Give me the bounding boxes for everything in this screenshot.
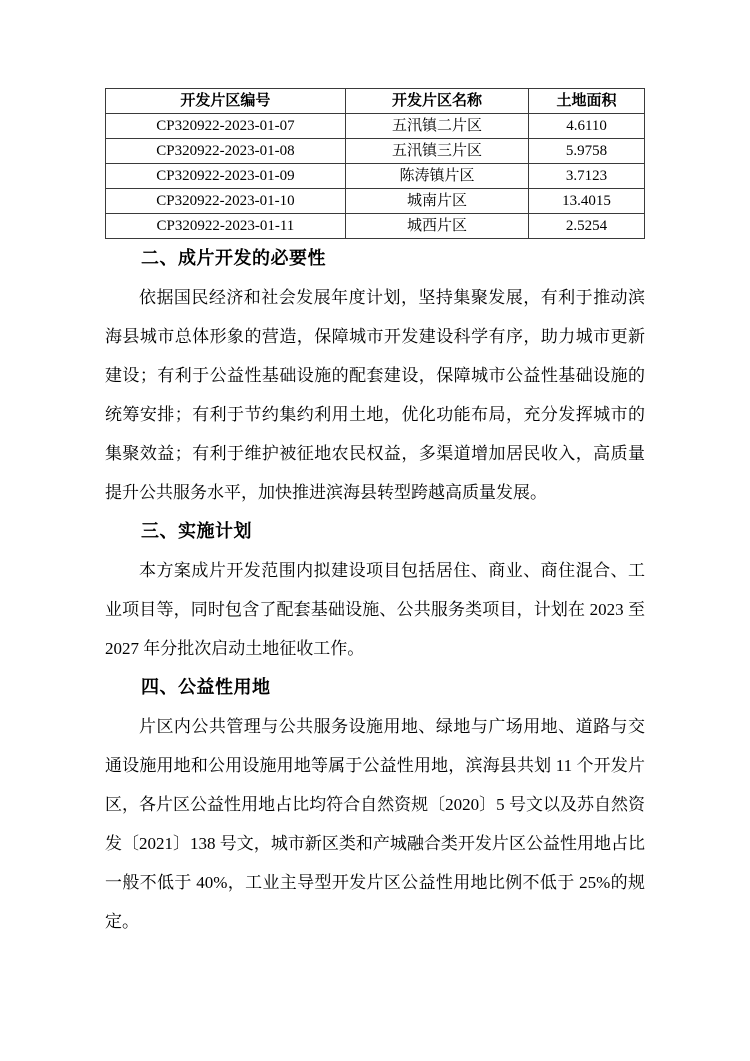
table-cell-area: 13.4015 [529, 189, 645, 214]
land-area-table [105, 88, 645, 239]
section-paragraph: 依据国民经济和社会发展年度计划，坚持集聚发展，有利于推动滨海县城市总体形象的营造，保障城市开发建设科学有序，助力城市更新建设；有利于公益性基础设施的配套建设，保障城市公益性基础设施的统筹安排；有利于节约集约利用土地，优化功能布局，充分发挥城市的集聚效益；有利于维护被征地农民权益，多渠道增加居民收入，高质量提升公共服务水平，加快推进滨海县转型跨越高质量发展。 [105, 288, 645, 502]
table-cell-area: 3.7123 [529, 164, 645, 189]
table-row [106, 164, 645, 189]
table-cell-name: 陈涛镇片区 [345, 164, 528, 189]
section-necessity [105, 239, 645, 512]
section-heading-implementation-plan: 三、实施计划 [141, 521, 252, 541]
table-row [106, 189, 645, 214]
table-row [106, 214, 645, 239]
table-cell-code: CP320922-2023-01-11 [106, 214, 346, 239]
section-implementation-plan [105, 512, 645, 668]
table-header-cell-code: 开发片区编号 [106, 89, 346, 114]
table-cell-code: CP320922-2023-01-07 [106, 114, 346, 139]
table-cell-name: 五汛镇三片区 [345, 139, 528, 164]
table-cell-name: 城南片区 [345, 189, 528, 214]
table-cell-name: 城西片区 [345, 214, 528, 239]
section-heading-necessity: 二、成片开发的必要性 [141, 248, 326, 268]
table-cell-code: CP320922-2023-01-08 [106, 139, 346, 164]
table-row [106, 139, 645, 164]
table-cell-area: 2.5254 [529, 214, 645, 239]
section-paragraph: 片区内公共管理与公共服务设施用地、绿地与广场用地、道路与交通设施用地和公用设施用地等属于公益性用地，滨海县共划 11 个开发片区，各片区公益性用地占比均符合自然资规〔2020〕5 号文以及苏自然资发〔2021〕138 号文，城市新区类和产城融合类开发片区公益性用地占比一般不低于 40%，工业主导型开发片区公益性用地比例不低于 25%的规定。 [105, 717, 645, 931]
section-heading-public-welfare-land: 四、公益性用地 [141, 677, 271, 697]
table-cell-area: 5.9758 [529, 139, 645, 164]
section-paragraph: 本方案成片开发范围内拟建设项目包括居住、商业、商住混合、工业项目等，同时包含了配套基础设施、公共服务类项目，计划在 2023 至 2027 年分批次启动土地征收工作。 [105, 561, 645, 658]
table-row [106, 114, 645, 139]
table-cell-code: CP320922-2023-01-10 [106, 189, 346, 214]
table-cell-code: CP320922-2023-01-09 [106, 164, 346, 189]
table-header-cell-area: 土地面积 [529, 89, 645, 114]
table-header-row [106, 89, 645, 114]
table-cell-name: 五汛镇二片区 [345, 114, 528, 139]
section-public-welfare-land [105, 668, 645, 941]
table-cell-area: 4.6110 [529, 114, 645, 139]
table-header-cell-name: 开发片区名称 [345, 89, 528, 114]
